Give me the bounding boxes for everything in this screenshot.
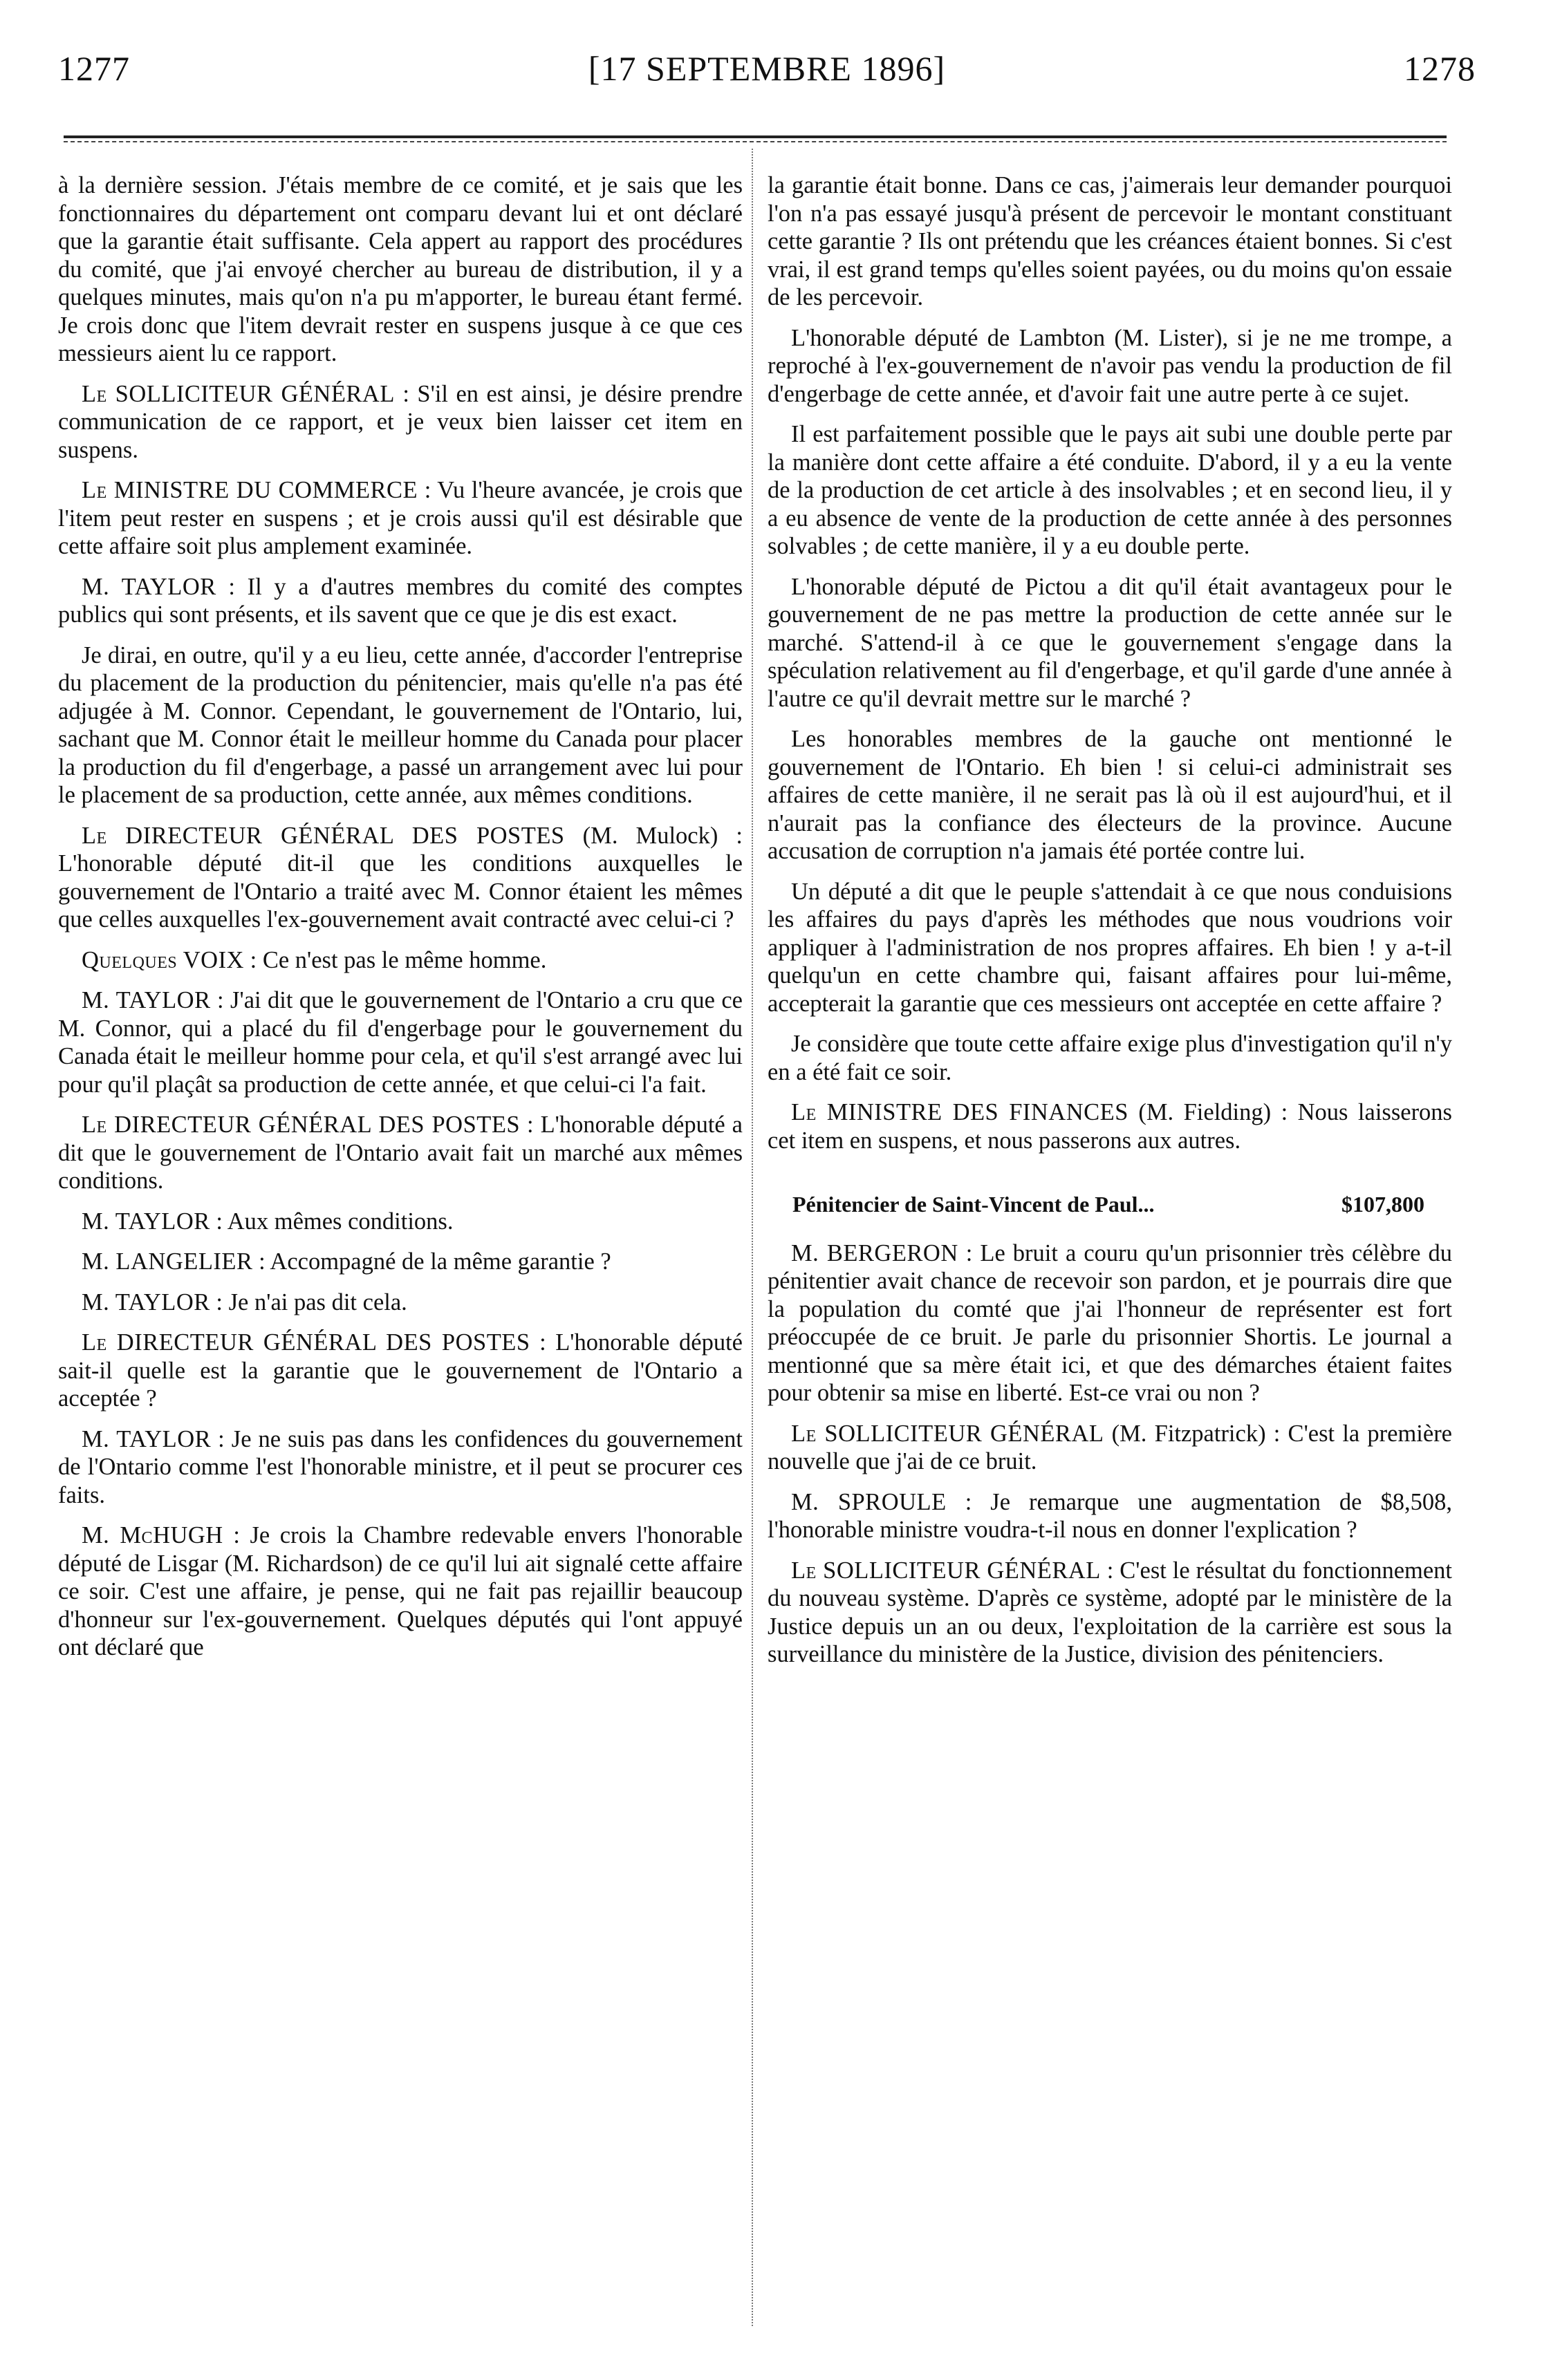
- paragraph: la garantie était bonne. Dans ce cas, j'aimerais leur demander pourquoi l'on n'a pas essayé jusqu'à présent de percevoir le montant constituant cette garantie ? Ils ont prétendu que les créances étaient bonnes. Si c'est vrai, il est grand temps qu'elles soient payées, ou du moins qu'on essaie de les percevoir.: [768, 172, 1452, 310]
- paragraph: Le DIRECTEUR GÉNÉRAL DES POSTES : L'honorable député a dit que le gouvernement de l'Ontario avait fait un marché aux mêmes conditions.: [58, 1112, 743, 1194]
- paragraph: M. LANGELIER : Accompagné de la même garantie ?: [82, 1248, 611, 1275]
- right-column: [768, 171, 1452, 2356]
- paragraph: Le SOLLICITEUR GÉNÉRAL : S'il en est ainsi, je désire prendre communication de ce rapport, et je veux bien laisser cet item en suspens.: [58, 380, 743, 463]
- speaker: M. BERGERON: [791, 1239, 958, 1266]
- speaker: M. TAYLOR: [82, 1208, 210, 1235]
- paragraph: Les honorables membres de la gauche ont mentionné le gouvernement de l'Ontario. Eh bien ! si celui-ci administrait ses affaires de cette manière, il ne serait pas là où il est aujourd'hui, et il n'aurait pas la confiance des électeurs de la province. Aucune accusation de corruption n'a jamais été portée contre lui.: [768, 726, 1452, 864]
- speaker: M. TAYLOR: [82, 573, 216, 600]
- paragraph: Quelques VOIX : Ce n'est pas le même homme.: [82, 946, 547, 973]
- paragraph: Le DIRECTEUR GÉNÉRAL DES POSTES (M. Mulock) : L'honorable député dit-il que les conditions auxquelles le gouvernement de l'Ontario a traité avec M. Connor étaient les mêmes que celles auxquelles l'ex-gouvernement avait contracté avec celui-ci ?: [58, 822, 743, 933]
- paragraph: Le SOLLICITEUR GÉNÉRAL : C'est le résultat du fonctionnement du nouveau système. D'après ce système, adopté par le ministère de la Justice depuis un an ou deux, l'exploitation de la carrière est sous la surveillance du ministère de la Justice, division des pénitenciers.: [768, 1557, 1452, 1667]
- paragraph: M. TAYLOR : Je n'ai pas dit cela.: [82, 1289, 407, 1315]
- paragraph: M. TAYLOR : Il y a d'autres membres du comité des comptes publics qui sont présents, et ils savent que ce que je dis est exact.: [58, 573, 743, 628]
- paragraph: Un député a dit que le peuple s'attendait à ce que nous conduisions les affaires du pays d'après les méthodes que nous voudrions voir appliquer à l'administration de nos propres affaires. Eh bien ! y a-t-il quelqu'un en cette chambre qui, faisant affaires pour lui-même, accepterait la garantie que ces messieurs ont acceptée en cette affaire ?: [768, 878, 1452, 1017]
- budget-item: [792, 1190, 1452, 1219]
- page-header: [58, 48, 1476, 104]
- paragraph: M. TAYLOR : Je ne suis pas dans les confidences du gouvernement de l'Ontario comme l'est l'honorable ministre, et il peut se procurer ces faits.: [58, 1425, 743, 1508]
- speaker: Le DIRECTEUR GÉNÉRAL DES POSTES: [82, 1112, 521, 1138]
- budget-item-label: Pénitencier de Saint-Vincent de Paul...: [792, 1192, 1155, 1217]
- speaker: Le SOLLICITEUR GÉNÉRAL: [82, 380, 395, 407]
- page-number-left: 1277: [58, 49, 130, 88]
- header-rule: [64, 135, 1447, 138]
- header-rule-dashed: [64, 141, 1447, 142]
- speaker: M. TAYLOR: [82, 1425, 212, 1452]
- speaker: Quelques VOIX: [82, 946, 244, 973]
- paragraph: Le SOLLICITEUR GÉNÉRAL (M. Fitzpatrick) : C'est la première nouvelle que j'ai de ce bruit.: [768, 1420, 1452, 1474]
- paragraph: Le MINISTRE DU COMMERCE : Vu l'heure avancée, je crois que l'item peut rester en suspens ; et je crois aussi qu'il est désirable que cette affaire soit plus amplement examinée.: [58, 477, 743, 559]
- paragraph: M. TAYLOR : Aux mêmes conditions.: [82, 1208, 454, 1235]
- paragraph: Je considère que toute cette affaire exige plus d'investigation qu'il n'y en a été fait ce soir.: [768, 1031, 1452, 1085]
- speaker: M. McHUGH: [82, 1522, 223, 1548]
- paragraph: M. SPROULE : Je remarque une augmentation de $8,508, l'honorable ministre voudra-t-il nous en donner l'explication ?: [768, 1488, 1452, 1543]
- speaker: M. TAYLOR: [82, 987, 211, 1013]
- speaker: M. LANGELIER: [82, 1248, 253, 1275]
- speaker: M. TAYLOR: [82, 1289, 210, 1315]
- paragraph: Il est parfaitement possible que le pays ait subi une double perte par la manière dont cette affaire a été conduite. D'abord, il y a eu la vente de la production de cet article à des insolvables ; et en second lieu, il y a eu absence de vente de la production de cette année à des personnes solvables ; de cette manière, il y a eu double perte.: [768, 421, 1452, 559]
- speaker: Le DIRECTEUR GÉNÉRAL DES POSTES: [82, 822, 565, 849]
- speaker: M. SPROULE: [791, 1488, 947, 1515]
- paragraph: à la dernière session. J'étais membre de ce comité, et je sais que les fonctionnaires du département ont comparu devant lui et ont déclaré que la garantie était suffisante. Cela appert au rapport des procédures du comité, que j'ai envoyé chercher au bureau de distribution, il y a quelques minutes, mais qu'on n'a pu m'apporter, le bureau étant fermé. Je crois donc que l'item devrait rester en suspens jusque à ce que ces messieurs aient lu ce rapport.: [58, 172, 743, 366]
- speaker: Le DIRECTEUR GÉNÉRAL DES POSTES: [82, 1329, 530, 1356]
- speaker: Le SOLLICITEUR GÉNÉRAL: [791, 1420, 1104, 1447]
- column-divider: [752, 149, 753, 2326]
- speaker: Le MINISTRE DU COMMERCE: [82, 477, 418, 503]
- paragraph: L'honorable député de Lambton (M. Lister), si je ne me trompe, a reproché à l'ex-gouvernement de n'avoir pas vendu la production de fil d'engerbage de cette année, et d'avoir fait une autre perte à ce sujet.: [768, 324, 1452, 407]
- paragraph: M. BERGERON : Le bruit a couru qu'un prisonnier très célèbre du pénitentier avait chance de recevoir son pardon, et je pourrais dire que la population du comté que j'ai l'honneur de représenter est fort préoccupée de ce bruit. Je parle du prisonnier Shortis. Le journal a mentionné que sa mère était ici, et que des démarches étaient faites pour obtenir sa mise en liberté. Est-ce vrai ou non ?: [768, 1239, 1452, 1406]
- speaker: Le SOLLICITEUR GÉNÉRAL: [791, 1557, 1101, 1584]
- paragraph: Le DIRECTEUR GÉNÉRAL DES POSTES : L'honorable député sait-il quelle est la garantie que le gouvernement de l'Ontario a acceptée ?: [58, 1329, 743, 1412]
- budget-item-amount: $107,800: [1341, 1192, 1424, 1217]
- paragraph: L'honorable député de Pictou a dit qu'il était avantageux pour le gouvernement de ne pas mettre la production de cette année sur le marché. S'attend-il à ce que le gouvernement s'engage dans la spéculation relativement au fil d'engerbage, et qu'il garde d'une année à l'autre ce qu'il devrait mettre sur le marché ?: [768, 573, 1452, 712]
- paragraph: M. McHUGH : Je crois la Chambre redevable envers l'honorable député de Lisgar (M. Richardson) de ce qu'il lui ait signalé cette affaire ce soir. C'est une affaire, je pense, qui ne fait pas rejaillir beaucoup d'honneur sur l'ex-gouvernement. Quelques députés qui l'ont appuyé ont déclaré que: [58, 1522, 743, 1660]
- page-number-right: 1278: [1404, 49, 1476, 88]
- page-date: [17 SEPTEMBRE 1896]: [588, 49, 946, 88]
- paragraph: M. TAYLOR : J'ai dit que le gouvernement de l'Ontario a cru que ce M. Connor, qui a placé du fil d'engerbage pour le gouvernement du Canada était le meilleur homme pour cela, et qu'il s'est arrangé avec lui pour qu'il plaçât sa production de cette année, et que celui-ci l'a fait.: [58, 987, 743, 1098]
- left-column: [58, 171, 743, 2356]
- speaker: Le MINISTRE DES FINANCES: [791, 1099, 1128, 1125]
- paragraph: Je dirai, en outre, qu'il y a eu lieu, cette année, d'accorder l'entreprise du placement de la production du pénitencier, mais qu'elle n'a pas été adjugée à M. Connor. Cependant, le gouvernement de l'Ontario, lui, sachant que M. Connor était le meilleur homme du Canada pour placer la production du fil d'engerbage, a passé un arrangement avec lui pour le placement de sa production, cette année, aux mêmes conditions.: [58, 641, 743, 808]
- paragraph: Le MINISTRE DES FINANCES (M. Fielding) : Nous laisserons cet item en suspens, et nous passerons aux autres.: [768, 1099, 1452, 1154]
